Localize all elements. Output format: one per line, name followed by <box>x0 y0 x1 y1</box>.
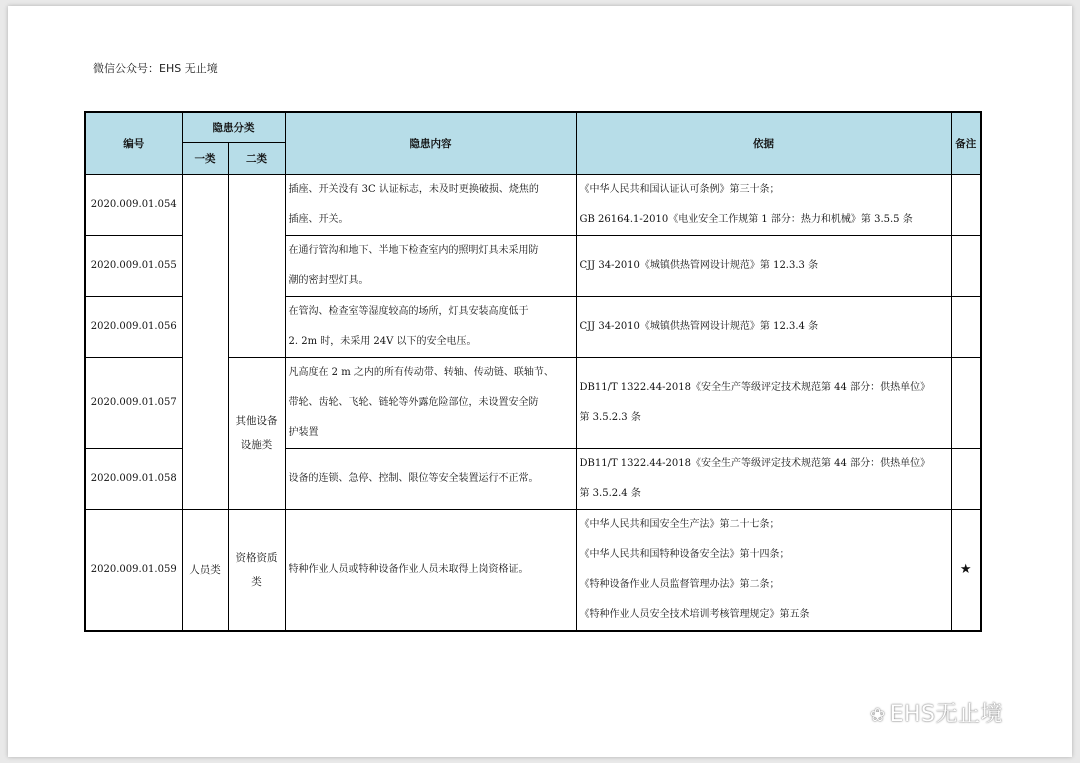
row-number: 2020.009.01.058 <box>85 448 182 509</box>
note-cell <box>951 174 981 235</box>
category-1-cell <box>182 174 228 509</box>
basis-text: DB11/T 1322.44-2018《安全生产等级评定技术规范第 44 部分：供热单位》 第 3.5.2.4 条 <box>576 448 951 509</box>
row-number: 2020.009.01.054 <box>85 174 182 235</box>
watermark <box>870 697 1003 728</box>
wechat-icon: ❀ <box>870 705 886 726</box>
header-number: 编号 <box>85 112 182 174</box>
hazard-table <box>84 111 982 632</box>
row-number: 2020.009.01.056 <box>85 296 182 357</box>
hazard-content: 设备的连锁、急停、控制、限位等安全装置运行不正常。 <box>285 448 576 509</box>
basis-text: CJJ 34-2010《城镇供热管网设计规范》第 12.3.4 条 <box>576 296 951 357</box>
basis-text: 《中华人民共和国认证认可条例》第三十条； GB 26164.1-2010《电业安全工作规第 1 部分：热力和机械》第 3.5.5 条 <box>576 174 951 235</box>
row-number: 2020.009.01.057 <box>85 357 182 448</box>
basis-text: CJJ 34-2010《城镇供热管网设计规范》第 12.3.3 条 <box>576 235 951 296</box>
note-cell <box>951 235 981 296</box>
header-category-group: 隐患分类 <box>182 112 285 142</box>
table-row <box>85 174 981 235</box>
note-cell <box>951 357 981 448</box>
header-category-1: 一类 <box>182 142 228 174</box>
watermark-text: EHS无止境 <box>889 702 1004 727</box>
hazard-content: 特种作业人员或特种设备作业人员未取得上岗资格证。 <box>285 509 576 631</box>
note-cell <box>951 448 981 509</box>
hazard-content: 凡高度在 2 m 之内的所有传动带、转轴、传动链、联轴节、 带轮、齿轮、飞轮、链轮等外露危险部位，未设置安全防 护装置 <box>285 357 576 448</box>
hazard-content: 在管沟、检查室等湿度较高的场所，灯具安装高度低于 2. 2m 时，未采用 24V 以下的安全电压。 <box>285 296 576 357</box>
basis-text: 《中华人民共和国安全生产法》第二十七条； 《中华人民共和国特种设备安全法》第十四条； 《特种设备作业人员监督管理办法》第二条； 《特种作业人员安全技术培训考核管理规定》第五条 <box>576 509 951 631</box>
hazard-content: 在通行管沟和地下、半地下检查室内的照明灯具未采用防 潮的密封型灯具。 <box>285 235 576 296</box>
header-note: 备注 <box>951 112 981 174</box>
row-number: 2020.009.01.055 <box>85 235 182 296</box>
category-2-cell: 其他设备 设施类 <box>228 357 285 509</box>
header-content: 隐患内容 <box>285 112 576 174</box>
header-category-2: 二类 <box>228 142 285 174</box>
account-label: 微信公众号：EHS 无止境 <box>93 62 218 75</box>
basis-text: DB11/T 1322.44-2018《安全生产等级评定技术规范第 44 部分：供热单位》 第 3.5.2.3 条 <box>576 357 951 448</box>
category-2-cell <box>228 174 285 357</box>
category-1-cell: 人员类 <box>182 509 228 631</box>
header-basis: 依据 <box>576 112 951 174</box>
row-number: 2020.009.01.059 <box>85 509 182 631</box>
table-row <box>85 509 981 631</box>
note-cell <box>951 296 981 357</box>
category-2-cell: 资格资质 类 <box>228 509 285 631</box>
hazard-content: 插座、开关没有 3C 认证标志，未及时更换破损、烧焦的 插座、开关。 <box>285 174 576 235</box>
star-mark: ★ <box>951 509 981 631</box>
